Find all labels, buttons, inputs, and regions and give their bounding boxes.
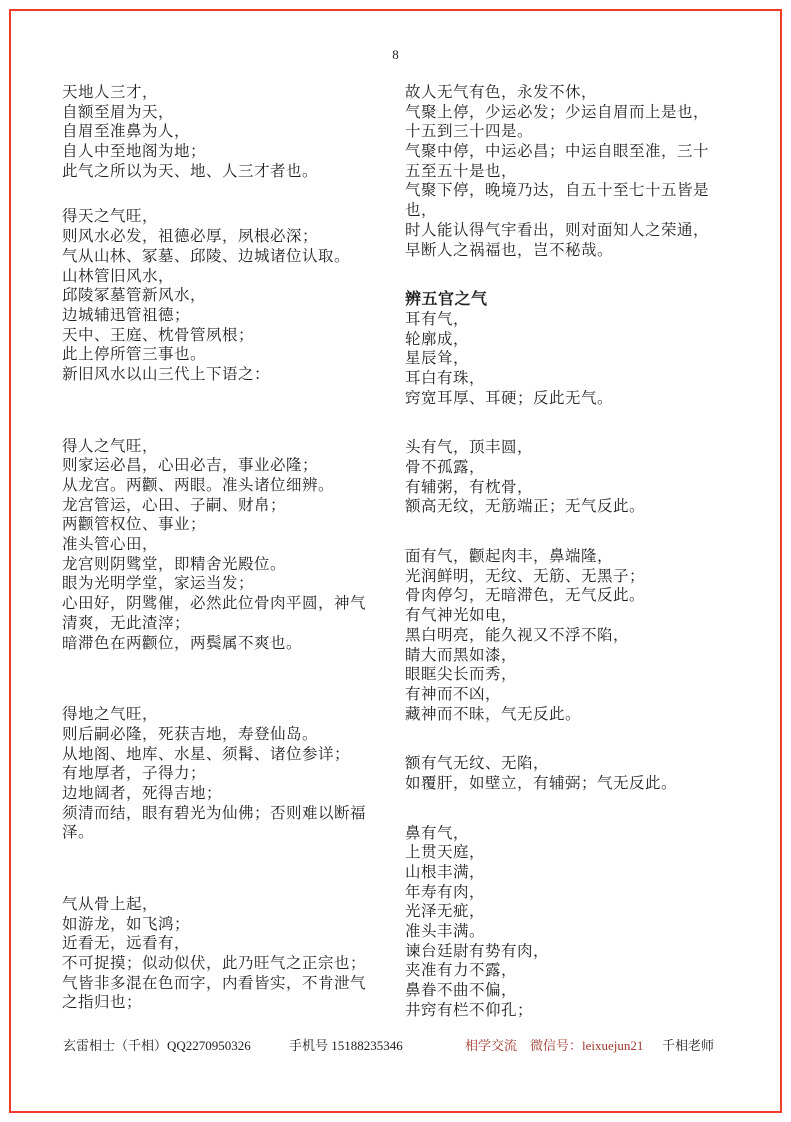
text-line: 鼻有气， — [405, 824, 470, 842]
paragraph — [62, 83, 410, 181]
text-line: 年寿有肉， — [405, 883, 486, 901]
text-line: 边地阔者，死得吉地； — [62, 784, 223, 802]
text-line: 耳有气， — [405, 310, 470, 328]
text-line: 藏神而不昧，气无反此。 — [405, 705, 582, 723]
text-line: 得地之气旺， — [62, 706, 159, 724]
text-line: 有辅粥，有枕骨， — [405, 478, 534, 496]
text-line: 眼眶尖长而秀， — [405, 666, 518, 684]
text-line: 此气之所以为天、地、人三才者也。 — [62, 162, 319, 180]
text-line: 面有气，颧起肉丰，鼻端隆， — [405, 548, 614, 566]
text-line: 如覆肝，如壁立，有辅弼；气无反此。 — [405, 774, 678, 792]
text-line: 光泽无疵， — [405, 903, 486, 921]
text-line: 窍宽耳厚、耳硬；反此无气。 — [405, 389, 614, 407]
text-line: 上贯天庭， — [405, 844, 486, 862]
paragraph — [62, 705, 410, 843]
text-line: 准头丰满。 — [405, 923, 486, 941]
text-line: 故人无气有色，永发不休， — [405, 84, 598, 101]
text-line: 从地阁、地库、水星、须髯、诸位参详； — [62, 745, 351, 763]
text-line: 有地厚者，子得力； — [62, 765, 207, 783]
text-line: 山根丰满， — [405, 864, 486, 881]
text-line: 此上停所管三事也。 — [62, 346, 207, 364]
footer-phone-number: 手机号 15188235346 — [289, 1038, 403, 1053]
text-line: 清爽，无此渣滓； — [62, 614, 191, 632]
text-line: 龙宫则阴骘堂，即精舍光殿位。 — [62, 555, 287, 573]
text-line: 气聚上停，少运必发；少运自眉而上是也， — [405, 103, 710, 121]
text-line: 得天之气旺， — [62, 208, 159, 226]
paragraph — [405, 754, 753, 793]
text-line: 额有气无纹、无陷， — [405, 755, 550, 773]
footer-wechat-id: 相学交流 微信号：leixuejun21 — [465, 1038, 644, 1053]
paragraph — [405, 290, 753, 408]
text-line: 泽。 — [62, 824, 95, 842]
text-line: 气聚中停，中运必昌；中运自眼至准，三十 — [405, 143, 710, 161]
paragraph — [405, 824, 753, 1021]
text-line: 自人中至地阁为地； — [62, 143, 207, 161]
text-line: 两颧管权位、事业； — [62, 516, 207, 534]
text-line: 睛大而黑如漆， — [405, 646, 518, 664]
text-line: 邱陵冢墓管新风水， — [62, 287, 207, 305]
section-heading: 辨五官之气 — [405, 291, 488, 309]
text-line: 自眉至准鼻为人， — [62, 123, 191, 141]
left-text-column — [62, 83, 410, 1013]
page-footer — [0, 1038, 791, 1058]
paragraph — [405, 83, 753, 260]
text-line: 骨不孤露， — [405, 459, 486, 476]
text-line: 不可捉摸；似动似伏，此乃旺气之正宗也； — [62, 955, 367, 973]
text-line: 眼为光明学堂，家运当发； — [62, 575, 255, 593]
paragraph — [62, 437, 410, 654]
text-line: 时人能认得气宇看出，则对面知人之荣通， — [405, 221, 710, 239]
text-line: 额高无纹，无筋端正；无气反此。 — [405, 498, 646, 516]
text-line: 气从骨上起， — [62, 896, 159, 913]
text-line: 气从山林、冢墓、邱陵、边城诸位认取。 — [62, 247, 351, 265]
text-line: 夹准有力不露， — [405, 962, 518, 980]
text-line: 光润鲜明，无纹、无筋、无黑子； — [405, 567, 646, 585]
text-line: 谏台廷尉有势有肉， — [405, 942, 550, 960]
text-line: 近看无，远看有， — [62, 935, 191, 953]
text-line: 五至五十是也， — [405, 162, 518, 180]
text-line: 边城辅迅管祖德； — [62, 306, 191, 324]
text-line: 则风水必发，祖德必厚，夙根必深； — [62, 228, 319, 246]
text-line: 龙宫管运，心田、子嗣、财帛； — [62, 496, 287, 514]
text-line: 如游龙，如飞鸿； — [62, 915, 191, 933]
text-line: 头有气，顶丰圆， — [405, 439, 534, 457]
footer-teacher-name: 千相老师 — [662, 1038, 715, 1053]
text-line: 十五到三十四是。 — [405, 123, 534, 141]
text-line: 天中、王庭、枕骨管夙根； — [62, 326, 255, 344]
text-line: 得人之气旺， — [62, 437, 159, 455]
text-line: 天地人三才， — [62, 84, 159, 101]
page-number: 8 — [392, 47, 399, 62]
text-line: 心田好，阴骘催，必然此位骨肉平圆，神气 — [62, 595, 367, 613]
text-line: 新旧风水以山三代上下语之： — [62, 365, 271, 383]
paragraph — [405, 547, 753, 724]
text-line: 山林管旧风水， — [62, 267, 175, 285]
text-line: 轮廓成， — [405, 330, 470, 348]
text-line: 骨肉停匀，无暗滞色，无气反此。 — [405, 587, 646, 605]
text-line: 有神而不凶， — [405, 685, 502, 703]
text-line: 则后嗣必隆，死获吉地，寿登仙岛。 — [62, 725, 319, 743]
text-line: 早断人之祸福也，岂不秘哉。 — [405, 241, 614, 259]
text-line: 耳白有珠， — [405, 369, 486, 387]
text-line: 准头管心田， — [62, 536, 159, 554]
paragraph — [62, 207, 410, 384]
paragraph — [405, 438, 753, 517]
text-line: 从龙宫。两颧、两眼。准头诸位细辨。 — [62, 477, 335, 494]
text-line: 气聚下停，晚境乃达，自五十至七十五皆是 — [405, 182, 710, 200]
text-line: 也， — [405, 202, 438, 220]
text-line: 星辰耸， — [405, 350, 470, 368]
paragraph — [62, 895, 410, 1013]
text-line: 须清而结，眼有碧光为仙佛；否则难以断福 — [62, 804, 367, 822]
text-line: 自额至眉为天， — [62, 103, 175, 121]
right-text-column — [405, 83, 753, 1021]
footer-author-qq: 玄雷相士（千相）QQ2270950326 — [63, 1038, 251, 1053]
text-line: 之指归也； — [62, 994, 143, 1012]
text-line: 气皆非多混在色而字，内看皆实，不肯泄气 — [62, 974, 367, 992]
text-line: 有气神光如电， — [405, 607, 518, 625]
text-line: 暗滞色在两颧位，两鬓属不爽也。 — [62, 634, 303, 652]
text-line: 井窍有栏不仰孔； — [405, 1001, 534, 1019]
text-line: 黑白明亮，能久视又不浮不陷， — [405, 626, 630, 644]
text-line: 鼻眷不曲不偏， — [405, 982, 518, 1000]
text-line: 则家运必昌，心田必吉，事业必隆； — [62, 457, 319, 475]
